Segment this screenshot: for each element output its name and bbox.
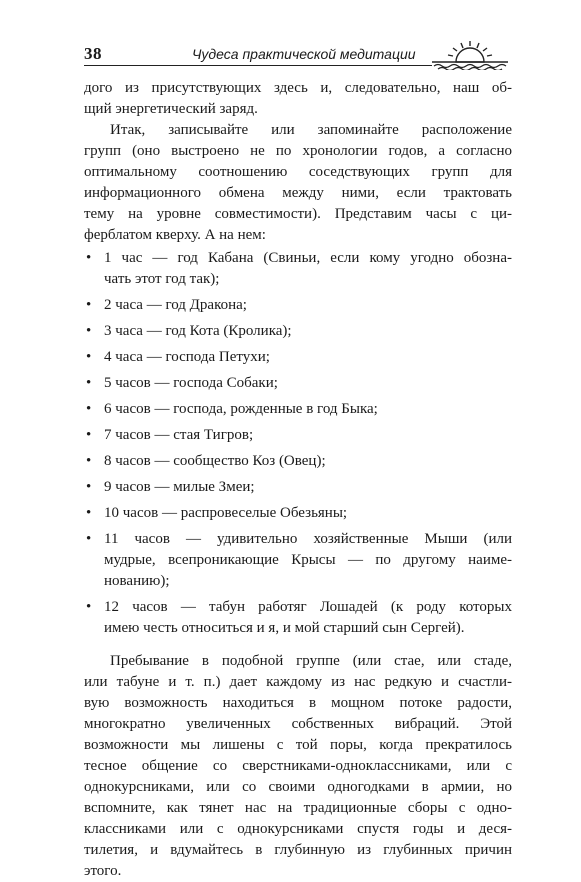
text-line: дого из присутствующих здесь и, следовательно, наш об- [84,80,512,96]
text-line: чать этот год так); [104,271,220,287]
text-line: • 4 часа — господа Петухи; [104,349,270,365]
text-line: этого. [84,863,122,879]
text-line: • 6 часов — господа, рожденные в год Быка; [104,401,378,417]
paragraph-continued [84,78,512,120]
text-line: вспомните, как тянет нас на традиционные сборы с одно- [84,800,512,816]
text-line: • 5 часов — господа Собаки; [104,375,278,391]
paragraph-reflection [84,651,512,882]
text-line: оптимальному соотношению соседствующих групп для [84,164,512,180]
list-item [84,373,512,394]
text-line: щий энергетический заряд. [84,101,258,117]
text-line: мудрые, всепроникающие Крысы — по другому наиме- [104,552,512,568]
text-line: классниками или с однокурсниками спустя годы и деся- [84,821,512,837]
text-line: • 8 часов — сообщество Коз (Овец); [104,453,326,469]
text-line: возможности мы лишены с той поры, когда прекратилось [84,737,512,753]
text-line: нованию); [104,573,170,589]
list-item [84,529,512,592]
list-item [84,248,512,290]
text-line: многократно увеличенных собственных вибраций. Этой [84,716,512,732]
list-item [84,295,512,316]
text-line: • 10 часов — распровеселые Обезьяны; [104,505,348,521]
text-line: однокурсниками, или со своими одногодками в армии, но [84,779,512,795]
text-line: • 11 часов — удивительно хозяйственные Мыши (или [104,531,512,547]
text-line: • 2 часа — год Дракона; [104,297,247,313]
text-line: • 7 часов — стая Тигров; [104,427,254,443]
text-line: групп (оно выстроено не по хронологии годов, а согласно [84,143,512,159]
running-title: Чудеса практической медитации [192,46,416,62]
list-item [84,425,512,446]
text-line: тему на уровне совместимости). Представим часы с ци- [84,206,512,222]
list-item [84,347,512,368]
list-item [84,321,512,342]
text-line: • 9 часов — милые Змеи; [104,479,255,495]
list-item [84,597,512,639]
text-line: Итак, записывайте или запоминайте расположение [110,122,512,138]
text-line: имею честь относиться и я, и мой старший сын Сергей). [104,620,465,636]
text-line: тилетия, и вдумайтесь в глубинную из глубинных причин [84,842,512,858]
list-item [84,399,512,420]
text-line: • 12 часов — табун работяг Лошадей (к роду которых [104,599,512,615]
list-item [84,503,512,524]
text-line: вую возможность находиться в мощном потоке радости, [84,695,512,711]
page-number: 38 [84,44,102,63]
header-rule [84,65,432,66]
text-line: • 3 часа — год Кота (Кролика); [104,323,292,339]
body-text [84,78,512,882]
text-line: тесное общение со сверстниками-одноклассниками, или с [84,758,512,774]
list-item [84,451,512,472]
page-header [84,40,510,68]
text-line: информационного обмена между ними, если трактовать [84,185,512,201]
text-line: или табуне и т. п.) дает каждому из нас редкую и счастли- [84,674,512,690]
zodiac-clock-list [84,248,512,639]
text-line: • 1 час — год Кабана (Свиньи, если кому угодно обозна- [104,250,512,266]
list-item [84,477,512,498]
rising-sun-over-waves-icon [428,40,512,70]
text-line: Пребывание в подобной группе (или стае, или стаде, [110,653,512,669]
paragraph-intro [84,120,512,246]
text-line: ферблатом кверху. А на нем: [84,227,266,243]
